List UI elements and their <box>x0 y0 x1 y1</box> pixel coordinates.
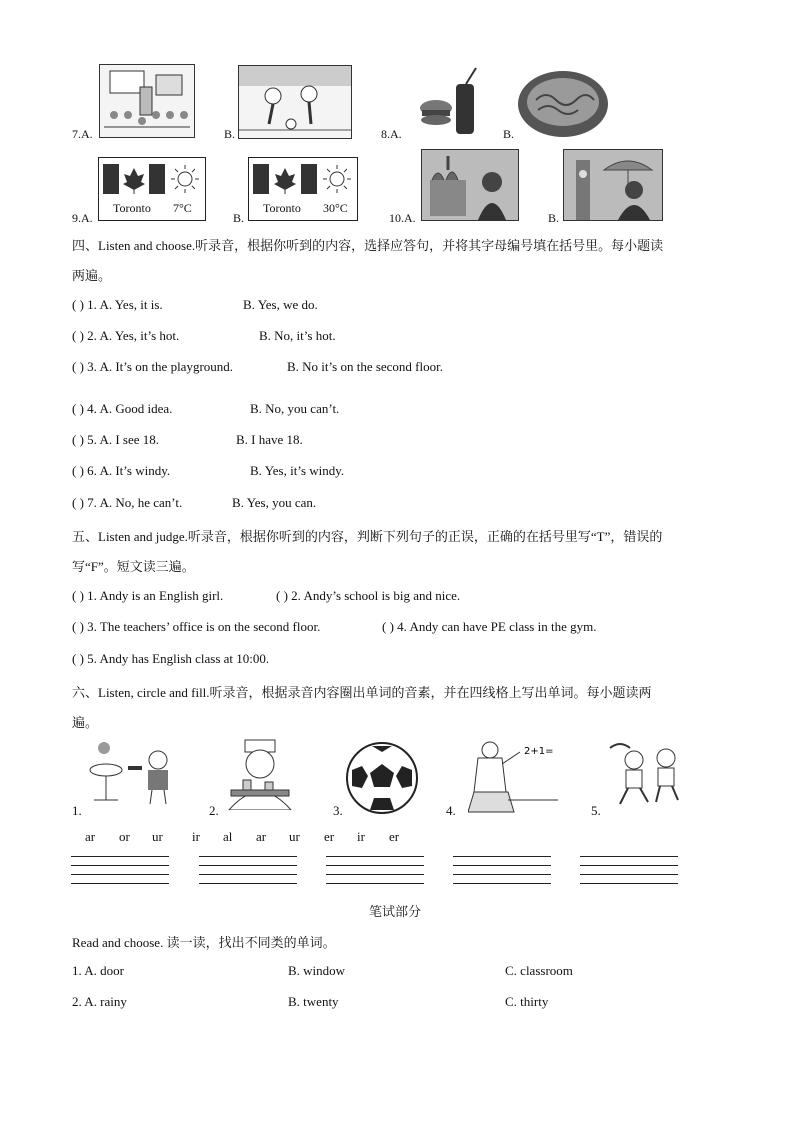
part4-item-4-b: B. No, you can’t. <box>250 401 340 416</box>
q10-option-b: B. <box>548 211 560 225</box>
phoneme-5b[interactable]: er <box>389 829 400 844</box>
part6-title-cont: 遍。 <box>72 715 99 730</box>
part5-sentence-2: ( ) 2. Andy’s school is big and nice. <box>276 588 461 603</box>
q7-picture-a-classroom <box>99 64 195 138</box>
q9-a-temperature: 7°C <box>173 201 192 215</box>
part5-title-cont: 写“F”。短文读三遍。 <box>72 559 195 574</box>
phoneme-3a[interactable]: al <box>223 829 233 844</box>
part5-title: 五、Listen and judge.听录音，根据你听到的内容，判断下列句子的正误，正确的在括号里写“T”，错误的 <box>72 529 663 544</box>
part6-picture-3-football <box>344 740 420 816</box>
q8-option-a: 8.A. <box>381 127 402 141</box>
q10-picture-a-moscow <box>421 149 519 221</box>
part4-item-5: ( ) 5. A. I see 18. <box>72 432 160 447</box>
part6-number-4: 4. <box>446 803 456 818</box>
part6-number-5: 5. <box>591 803 601 818</box>
part6-picture-5-children-running <box>604 738 690 810</box>
part5-sentence-5: ( ) 5. Andy has English class at 10:00. <box>72 651 270 666</box>
written-row-1-c: C. classroom <box>505 963 573 978</box>
q9-picture-b-toronto-hot <box>248 157 358 221</box>
part6-number-3: 3. <box>333 803 343 818</box>
part4-item-5-b: B. I have 18. <box>236 432 303 447</box>
phoneme-2a[interactable]: ur <box>152 829 163 844</box>
part4-item-6-b: B. Yes, it’s windy. <box>250 463 345 478</box>
phoneme-3b[interactable]: ar <box>256 829 267 844</box>
part6-number-2: 2. <box>209 803 219 818</box>
part6-number-1: 1. <box>72 803 82 818</box>
phoneme-1a[interactable]: ar <box>85 829 96 844</box>
q8-picture-a-hamburger-cola <box>414 66 488 138</box>
part5-sentence-1: ( ) 1. Andy is an English girl. <box>72 588 224 603</box>
q10-picture-b-london-rain <box>563 149 663 221</box>
phoneme-1b[interactable]: or <box>119 829 130 844</box>
written-row-2-a: 2. A. rainy <box>72 994 127 1009</box>
part4-title: 四、Listen and choose.听录音，根据你听到的内容，选择应答句，并将其字母编号填在括号里。每小题读 <box>72 238 664 253</box>
part4-item-6: ( ) 6. A. It’s windy. <box>72 463 171 478</box>
part6-picture-4-teacher <box>468 738 562 814</box>
q9-option-a: 9.A. <box>72 211 93 225</box>
q8-option-b: B. <box>503 127 515 141</box>
q7-picture-b-football <box>238 65 352 139</box>
part6-picture-1-dinner <box>84 738 184 808</box>
phoneme-4a[interactable]: ur <box>289 829 300 844</box>
part4-item-3-b: B. No it’s on the second floor. <box>287 359 443 374</box>
written-section-heading: 笔试部分 <box>369 904 422 919</box>
q7-option-a: 7.A. <box>72 127 93 141</box>
part4-item-2: ( ) 2. A. Yes, it’s hot. <box>72 328 180 343</box>
phoneme-5a[interactable]: ir <box>357 829 365 844</box>
writing-lines-3[interactable] <box>326 856 424 886</box>
q9-picture-a-toronto-cold <box>98 157 206 221</box>
phoneme-4b[interactable]: er <box>324 829 335 844</box>
writing-lines-2[interactable] <box>199 856 297 886</box>
writing-lines-1[interactable] <box>71 856 169 886</box>
written-instruction: Read and choose. 读一读，找出不同类的单词。 <box>72 935 336 950</box>
part4-item-1: ( ) 1. A. Yes, it is. <box>72 297 163 312</box>
written-row-1-b: B. window <box>288 963 346 978</box>
part6-picture-2-nurse <box>217 738 303 810</box>
part4-item-4: ( ) 4. A. Good idea. <box>72 401 173 416</box>
part4-title-cont: 两遍。 <box>72 268 112 283</box>
part4-item-1-b: B. Yes, we do. <box>243 297 318 312</box>
q9-b-temperature: 30°C <box>323 201 348 215</box>
part5-sentence-4: ( ) 4. Andy can have PE class in the gym. <box>382 619 597 634</box>
q7-option-b: B. <box>224 127 236 141</box>
written-row-2-c: C. thirty <box>505 994 549 1009</box>
q9-option-b: B. <box>233 211 245 225</box>
part4-item-7: ( ) 7. A. No, he can’t. <box>72 495 183 510</box>
written-row-1-a: 1. A. door <box>72 963 124 978</box>
q9-a-city: Toronto <box>113 201 151 215</box>
q8-picture-b-noodles <box>516 70 610 140</box>
phoneme-2b[interactable]: ir <box>192 829 200 844</box>
q10-option-a: 10.A. <box>389 211 416 225</box>
part4-item-2-b: B. No, it’s hot. <box>259 328 336 343</box>
part5-sentence-3: ( ) 3. The teachers’ office is on the second floor. <box>72 619 321 634</box>
board-equation: 2+1= <box>524 746 554 757</box>
q9-b-city: Toronto <box>263 201 301 215</box>
part4-item-7-b: B. Yes, you can. <box>232 495 317 510</box>
part4-item-3: ( ) 3. A. It’s on the playground. <box>72 359 234 374</box>
writing-lines-4[interactable] <box>453 856 551 886</box>
written-row-2-b: B. twenty <box>288 994 339 1009</box>
part6-title: 六、Listen, circle and fill.听录音，根据录音内容圈出单词的音素，并在四线格上写出单词。每小题读两 <box>72 685 652 700</box>
writing-lines-5[interactable] <box>580 856 678 886</box>
